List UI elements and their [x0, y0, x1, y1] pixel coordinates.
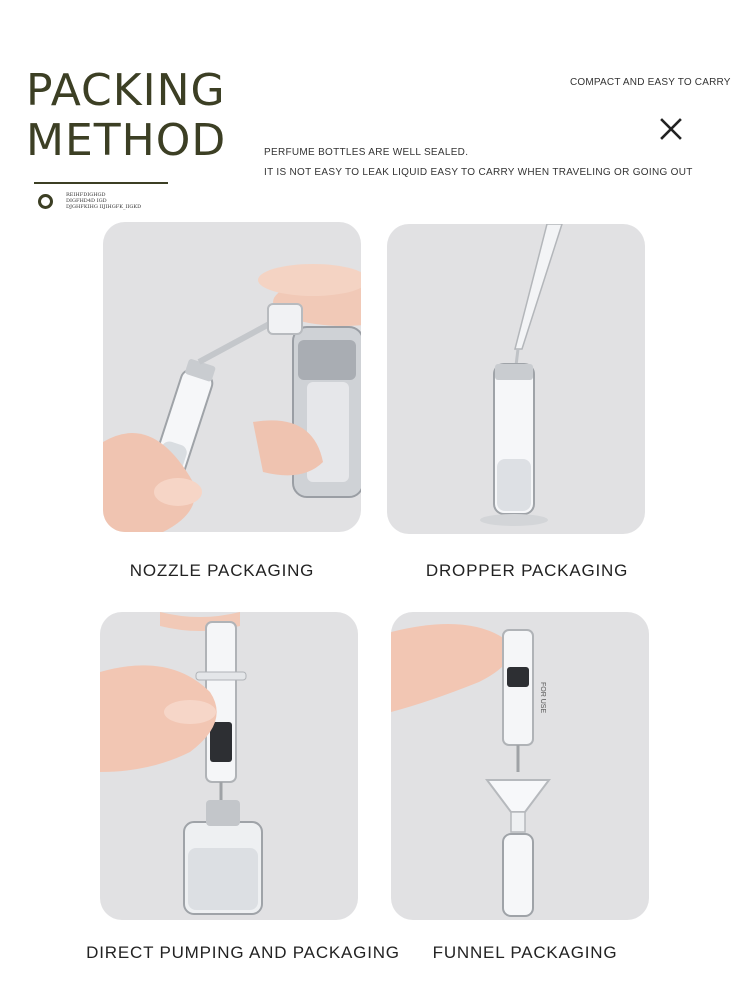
hand	[391, 624, 511, 712]
nozzle-packaging-image	[103, 222, 361, 532]
description	[264, 143, 693, 183]
funnel-packaging-image	[391, 612, 649, 920]
caption-dropper: DROPPER PACKAGING	[425, 561, 629, 580]
tiny-line-2: DIGFHD4D IGD	[66, 198, 107, 204]
dropper-pipette	[515, 224, 562, 349]
direct-pumping-image	[100, 612, 358, 920]
syringe-label: FOR USE	[539, 682, 546, 714]
title-line-2: METHOD	[26, 115, 227, 166]
tiny-caption	[66, 192, 141, 210]
tiny-line-1: REIHFDIGHGD	[66, 192, 106, 198]
description-line-1: PERFUME BOTTLES ARE WELL SEALED.	[264, 147, 469, 158]
description-line-2: IT IS NOT EASY TO LEAK LIQUID EASY TO CARRY WHEN TRAVELING OR GOING OUT	[264, 167, 693, 178]
caption-direct-pumping: DIRECT PUMPING AND PACKAGING	[86, 943, 400, 962]
glass-vial	[503, 834, 533, 916]
syringe	[503, 630, 533, 745]
caption-funnel: FUNNEL PACKAGING	[432, 943, 618, 962]
caption-nozzle: NOZZLE PACKAGING	[129, 561, 315, 580]
circle-bullet-icon	[38, 194, 53, 209]
title-divider	[34, 182, 168, 184]
dropper-packaging-image	[387, 224, 645, 534]
close-icon[interactable]	[659, 117, 683, 141]
funnel	[487, 780, 549, 812]
tiny-line-3: DJGHFKIHG IIJIHGFK_IIGKD	[66, 204, 142, 210]
tagline: COMPACT AND EASY TO CARRY	[570, 77, 731, 88]
title-line-1: PACKING	[26, 65, 226, 116]
packing-method-title	[26, 66, 226, 166]
